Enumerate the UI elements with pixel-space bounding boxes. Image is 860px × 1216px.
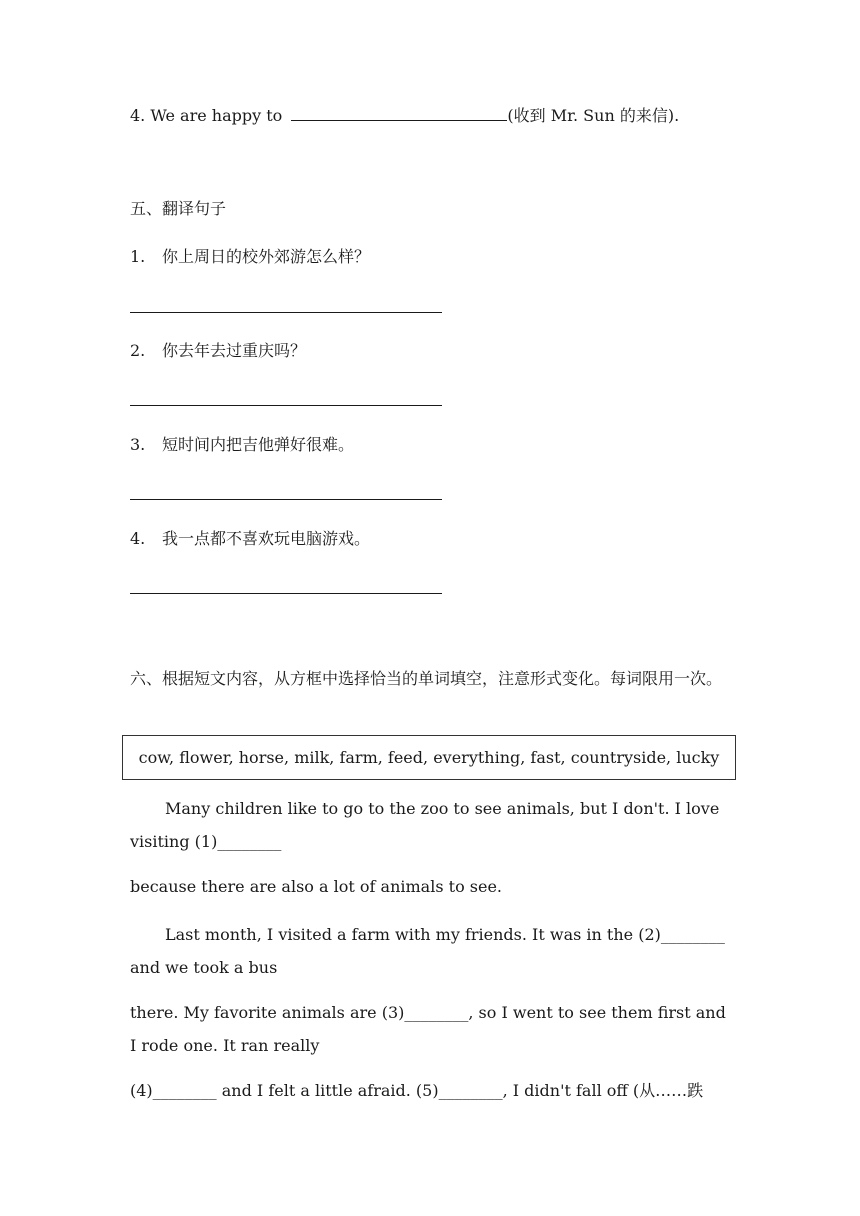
- question-4-prefix: 4. We are happy to: [130, 106, 283, 125]
- answer-line-1[interactable]: [130, 312, 442, 313]
- item-text: 短时间内把吉他弹好很难。: [162, 435, 355, 454]
- passage-paragraph-2a: Last month, I visited a farm with my friends. It was in the (2)________ and we took a bus: [130, 925, 725, 977]
- translate-item-3: [130, 435, 354, 455]
- question-4-hint: (收到 Mr. Sun 的来信).: [507, 106, 680, 125]
- item-text: 你上周日的校外郊游怎么样？: [162, 247, 371, 266]
- item-number: 1.: [130, 247, 146, 266]
- passage-paragraph-1b: because there are also a lot of animals to see.: [130, 877, 503, 896]
- question-4-line: [130, 106, 679, 126]
- answer-line-2[interactable]: [130, 405, 442, 406]
- answer-line-3[interactable]: [130, 499, 442, 500]
- answer-line-4[interactable]: [130, 593, 442, 594]
- section-6-heading: 六、根据短文内容，从方框中选择恰当的单词填空，注意形式变化。每词限用一次。: [130, 669, 723, 688]
- section-5-heading: 五、翻译句子: [130, 199, 227, 218]
- translate-item-1: [130, 247, 370, 267]
- passage-paragraph-1a: Many children like to go to the zoo to see animals, but I don't. I love visiting (1)________: [130, 799, 720, 851]
- answer-blank[interactable]: [291, 106, 507, 121]
- word-bank-box: cow, flower, horse, milk, farm, feed, everything, fast, countryside, lucky: [122, 735, 736, 780]
- translate-item-4: [130, 529, 370, 549]
- item-text: 你去年去过重庆吗？: [162, 341, 307, 360]
- item-number: 3.: [130, 435, 146, 454]
- item-number: 2.: [130, 341, 146, 360]
- translate-item-2: [130, 341, 306, 361]
- item-text: 我一点都不喜欢玩电脑游戏。: [162, 529, 371, 548]
- passage-paragraph-2b: there. My favorite animals are (3)________, so I went to see them first and I rode one. It ran really: [130, 1003, 726, 1055]
- passage-paragraph-2c: (4)________ and I felt a little afraid. (5)________, I didn't fall off (从……跌: [130, 1081, 704, 1100]
- item-number: 4.: [130, 529, 146, 548]
